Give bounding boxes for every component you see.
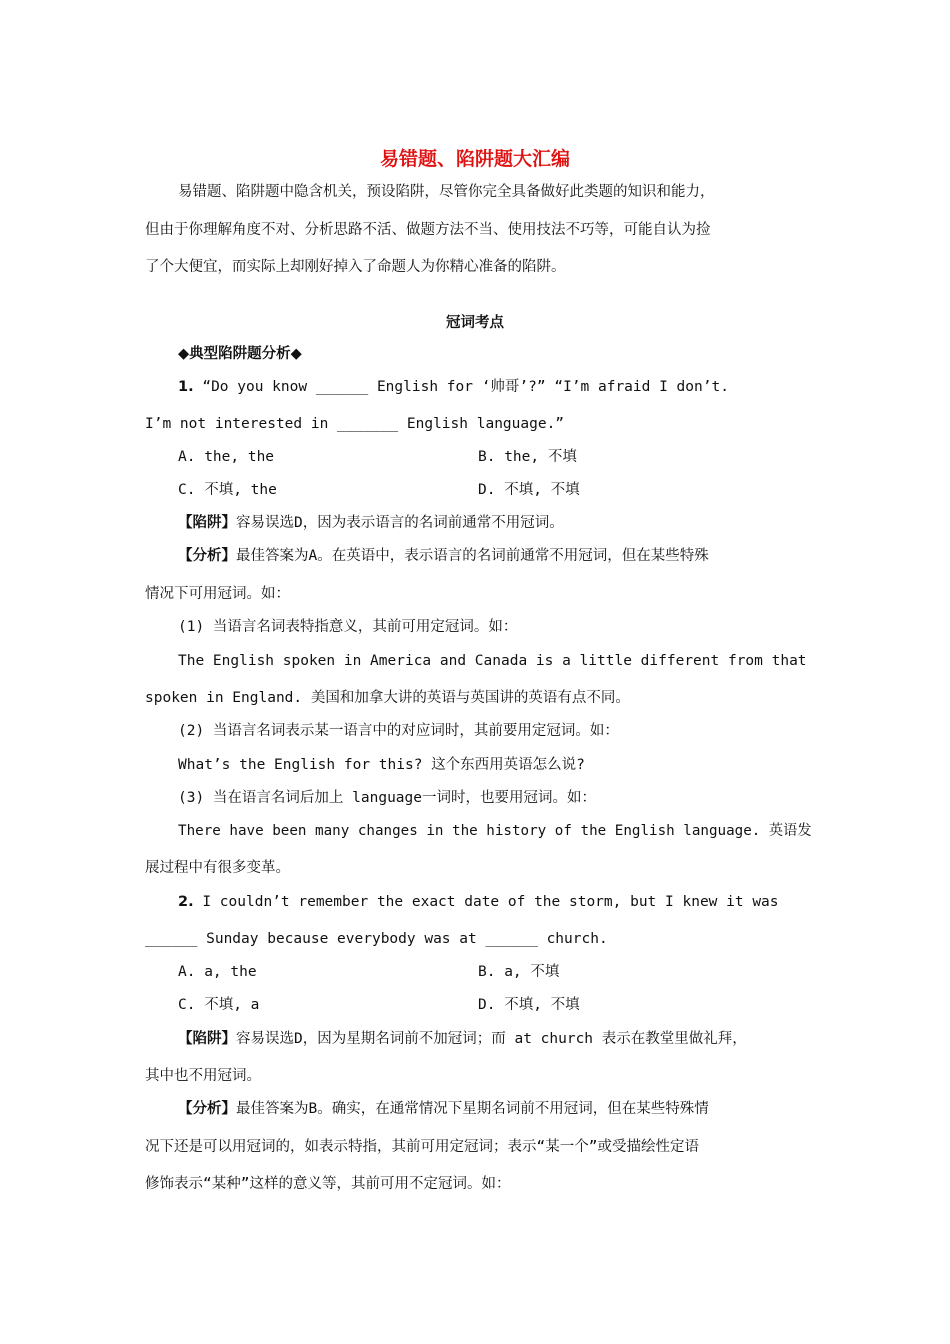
trap-label: 【陷阱】 [178,515,236,531]
analysis-note [178,546,709,566]
option-a: A. a, the [178,964,257,980]
intro-line: 易错题、陷阱题中隐含机关，预设陷阱，尽管你完全具备做好此类题的知识和能力， [178,184,715,200]
option-c: C. 不填, a [178,997,260,1013]
trap-text: 容易误选D，因为表示语言的名词前通常不用冠词。 [236,515,564,531]
question-number: 2. [178,894,194,910]
analysis-label: 【分析】 [178,548,236,564]
page-title: 易错题、陷阱题大汇编 [379,148,570,170]
intro-line: 但由于你理解角度不对、分析思路不活、做题方法不当、使用技法不巧等，可能自认为捡 [145,222,711,238]
section-title: 冠词考点 [446,315,504,331]
option-b: B. a, 不填 [478,964,560,980]
example-1-line1: The English spoken in America and Canada is a little different from that [178,653,807,669]
question-text-line2: I’m not interested in _______ English language.” [145,416,565,432]
trap-text-line2: 其中也不用冠词。 [145,1068,261,1084]
question-text-line2: ______ Sunday because everybody was at ______ church. [145,931,608,947]
point-2: (2) 当语言名词表示某一语言中的对应词时，其前要用定冠词。如： [178,723,619,739]
question-1 [178,377,729,397]
example-2: What’s the English for this? 这个东西用英语怎么说? [178,757,585,773]
option-a: A. the, the [178,449,275,465]
option-b: B. the, 不填 [478,449,577,465]
point-3: (3) 当在语言名词后加上 language一词时，也要用冠词。如： [178,790,596,806]
trap-note [178,513,564,533]
option-d: D. 不填, 不填 [478,997,580,1013]
trap-note [178,1029,747,1049]
analysis-text-line2: 况下还是可以用冠词的，如表示特指，其前可用定冠词；表示“某一个”或受描绘性定语 [145,1139,699,1155]
option-c: C. 不填, the [178,482,277,498]
analysis-text: 最佳答案为A。在英语中，表示语言的名词前通常不用冠词，但在某些特殊 [236,548,709,564]
question-text: “Do you know ______ English for ‘帅哥’?” “I’m afraid I don’t. [202,379,729,395]
example-3-line1: There have been many changes in the history of the English language. 英语发 [178,823,812,839]
option-d: D. 不填, 不填 [478,482,580,498]
analysis-text: 最佳答案为B。确实，在通常情况下星期名词前不用冠词，但在某些特殊情 [236,1101,709,1117]
example-3-line2: 展过程中有很多变革。 [145,860,290,876]
question-2 [178,892,779,912]
question-text: I couldn’t remember the exact date of the storm, but I knew it was [202,894,779,910]
trap-text: 容易误选D，因为星期名词前不加冠词；而 at church 表示在教堂里做礼拜， [236,1031,747,1047]
point-1: (1) 当语言名词表特指意义，其前可用定冠词。如： [178,619,518,635]
trap-label: 【陷阱】 [178,1031,236,1047]
analysis-note [178,1099,709,1119]
analysis-text-line3: 修饰表示“某种”这样的意义等，其前可用不定冠词。如： [145,1176,511,1192]
subsection-heading: ◆典型陷阱题分析◆ [178,346,302,362]
example-1-line2: spoken in England. 美国和加拿大讲的英语与英国讲的英语有点不同。 [145,690,630,706]
intro-line: 了个大便宜，而实际上却刚好掉入了命题人为你精心准备的陷阱。 [145,259,566,275]
analysis-label: 【分析】 [178,1101,236,1117]
analysis-text-line2: 情况下可用冠词。如： [145,586,290,602]
question-number: 1. [178,379,194,395]
